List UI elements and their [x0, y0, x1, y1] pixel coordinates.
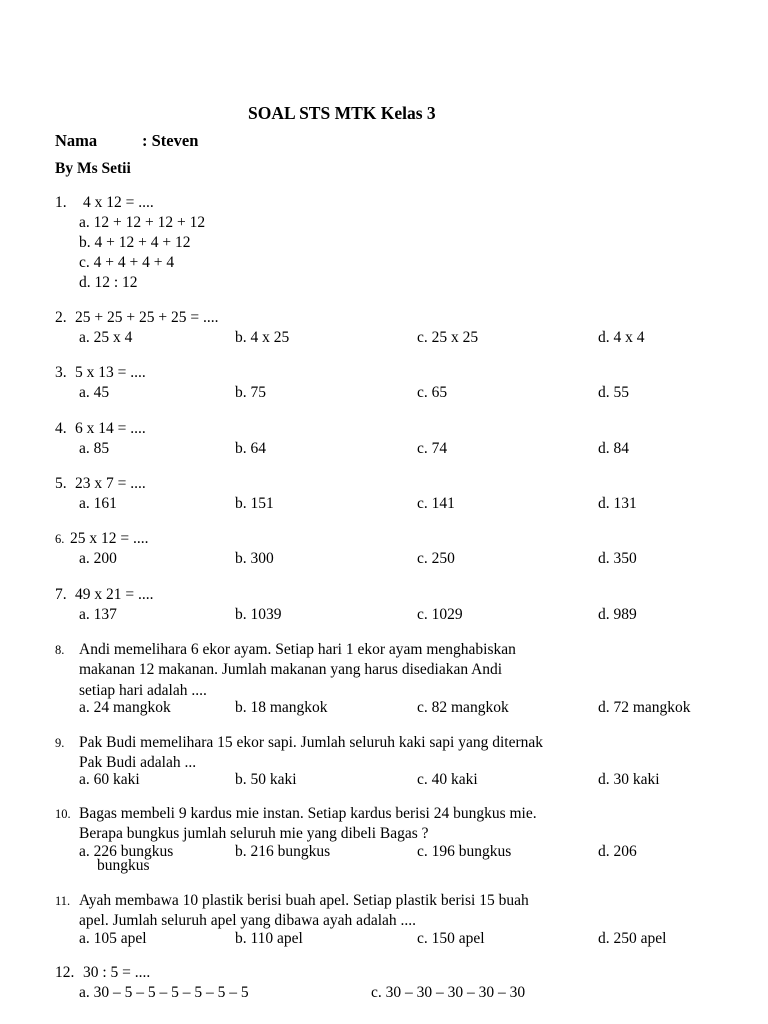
question-text: 30 : 5 = ....: [83, 964, 151, 981]
option-c: c. 1029: [417, 606, 463, 623]
question-number: 4.: [55, 420, 67, 437]
option-d: d. 350: [598, 550, 637, 567]
option-b: b. 110 apel: [235, 930, 303, 947]
option-c: c. 250: [417, 550, 455, 567]
option-a: a. 137: [79, 606, 117, 623]
option-b: b. 216 bungkus: [235, 843, 331, 860]
option-d: d. 131: [598, 495, 637, 512]
option-b: b. 50 kaki: [235, 771, 297, 788]
option-d: d. 84: [598, 440, 629, 457]
option-a: a. 60 kaki: [79, 771, 140, 788]
question-text: 49 x 21 = ....: [75, 586, 154, 603]
question-text-line-1: Andi memelihara 6 ekor ayam. Setiap hari 1 ekor ayam menghabiskan: [79, 641, 516, 658]
option-d: d. 4 x 4: [598, 329, 645, 346]
option-a: a. 226 bungkus: [79, 843, 174, 860]
question-text-line-3: setiap hari adalah ....: [79, 682, 207, 699]
question-text-line-2: Berapa bungkus jumlah seluruh mie yang dibeli Bagas ?: [79, 825, 429, 842]
option-a: a. 12 + 12 + 12 + 12: [79, 214, 206, 231]
option-b: b. 75: [235, 384, 266, 401]
question-number: 5.: [55, 475, 67, 492]
option-b: b. 4 + 12 + 4 + 12: [79, 234, 191, 251]
option-d: d. 30 kaki: [598, 771, 660, 788]
option-a: a. 200: [79, 550, 117, 567]
question-text-line-2: makanan 12 makanan. Jumlah makanan yang harus disediakan Andi: [79, 661, 503, 678]
option-b: b. 18 mangkok: [235, 699, 328, 716]
option-d: d. 55: [598, 384, 629, 401]
option-a: a. 24 mangkok: [79, 699, 171, 716]
option-d: d. 989: [598, 606, 637, 623]
option-b: b. 64: [235, 440, 266, 457]
name-label: Nama: [55, 131, 98, 150]
question-text-line-1: Ayah membawa 10 plastik berisi buah apel. Setiap plastik berisi 15 buah: [79, 892, 529, 909]
question-number: 6.: [55, 532, 65, 546]
option-c: c. 65: [417, 384, 448, 401]
question-number: 7.: [55, 586, 67, 603]
option-a: a. 45: [79, 384, 110, 401]
question-text-line-2: Pak Budi adalah ...: [79, 754, 197, 771]
question-number: 11.: [55, 894, 71, 908]
option-a: a. 85: [79, 440, 110, 457]
option-c: c. 196 bungkus: [417, 843, 512, 860]
question-text: 6 x 14 = ....: [75, 420, 146, 437]
option-d: d. 250 apel: [598, 930, 667, 947]
option-a: a. 30 – 5 – 5 – 5 – 5 – 5 – 5: [79, 984, 249, 1001]
option-a: a. 161: [79, 495, 117, 512]
option-c: c. 40 kaki: [417, 771, 478, 788]
question-text: 5 x 13 = ....: [75, 364, 146, 381]
option-c: c. 30 – 30 – 30 – 30 – 30: [371, 984, 526, 1001]
option-b: b. 1039: [235, 606, 282, 623]
question-number: 10.: [55, 807, 71, 821]
question-text-line-2: apel. Jumlah seluruh apel yang dibawa ayah adalah ....: [79, 912, 417, 929]
question-text: 25 x 12 = ....: [70, 530, 149, 547]
question-text-line-1: Pak Budi memelihara 15 ekor sapi. Jumlah seluruh kaki sapi yang diternak: [79, 734, 544, 751]
option-a-wrap: bungkus: [97, 857, 150, 874]
option-a: a. 105 apel: [79, 930, 147, 947]
option-d: d. 12 : 12: [79, 274, 138, 291]
question-number: 2.: [55, 309, 67, 326]
option-c: c. 150 apel: [417, 930, 485, 947]
question-text: 4 x 12 = ....: [83, 194, 154, 211]
option-c: c. 4 + 4 + 4 + 4: [79, 254, 175, 271]
option-b: b. 300: [235, 550, 274, 567]
option-a: a. 25 x 4: [79, 329, 133, 346]
option-c: c. 141: [417, 495, 455, 512]
author-line: By Ms Setii: [55, 160, 131, 177]
question-text: 25 + 25 + 25 + 25 = ....: [75, 309, 219, 326]
option-c: c. 74: [417, 440, 448, 457]
question-text-line-1: Bagas membeli 9 kardus mie instan. Setiap kardus berisi 24 bungkus mie.: [79, 805, 537, 822]
option-c: c. 25 x 25: [417, 329, 479, 346]
page-title: SOAL STS MTK Kelas 3: [248, 103, 436, 123]
option-d: d. 206: [598, 843, 637, 860]
option-b: b. 4 x 25: [235, 329, 290, 346]
option-d: d. 72 mangkok: [598, 699, 691, 716]
name-value: : Steven: [142, 131, 199, 150]
question-number: 12.: [55, 964, 75, 981]
question-number: 9.: [55, 736, 65, 750]
option-c: c. 82 mangkok: [417, 699, 509, 716]
question-text: 23 x 7 = ....: [75, 475, 146, 492]
option-b: b. 151: [235, 495, 274, 512]
question-number: 3.: [55, 364, 67, 381]
question-number: 8.: [55, 643, 65, 657]
question-number: 1.: [55, 194, 67, 211]
